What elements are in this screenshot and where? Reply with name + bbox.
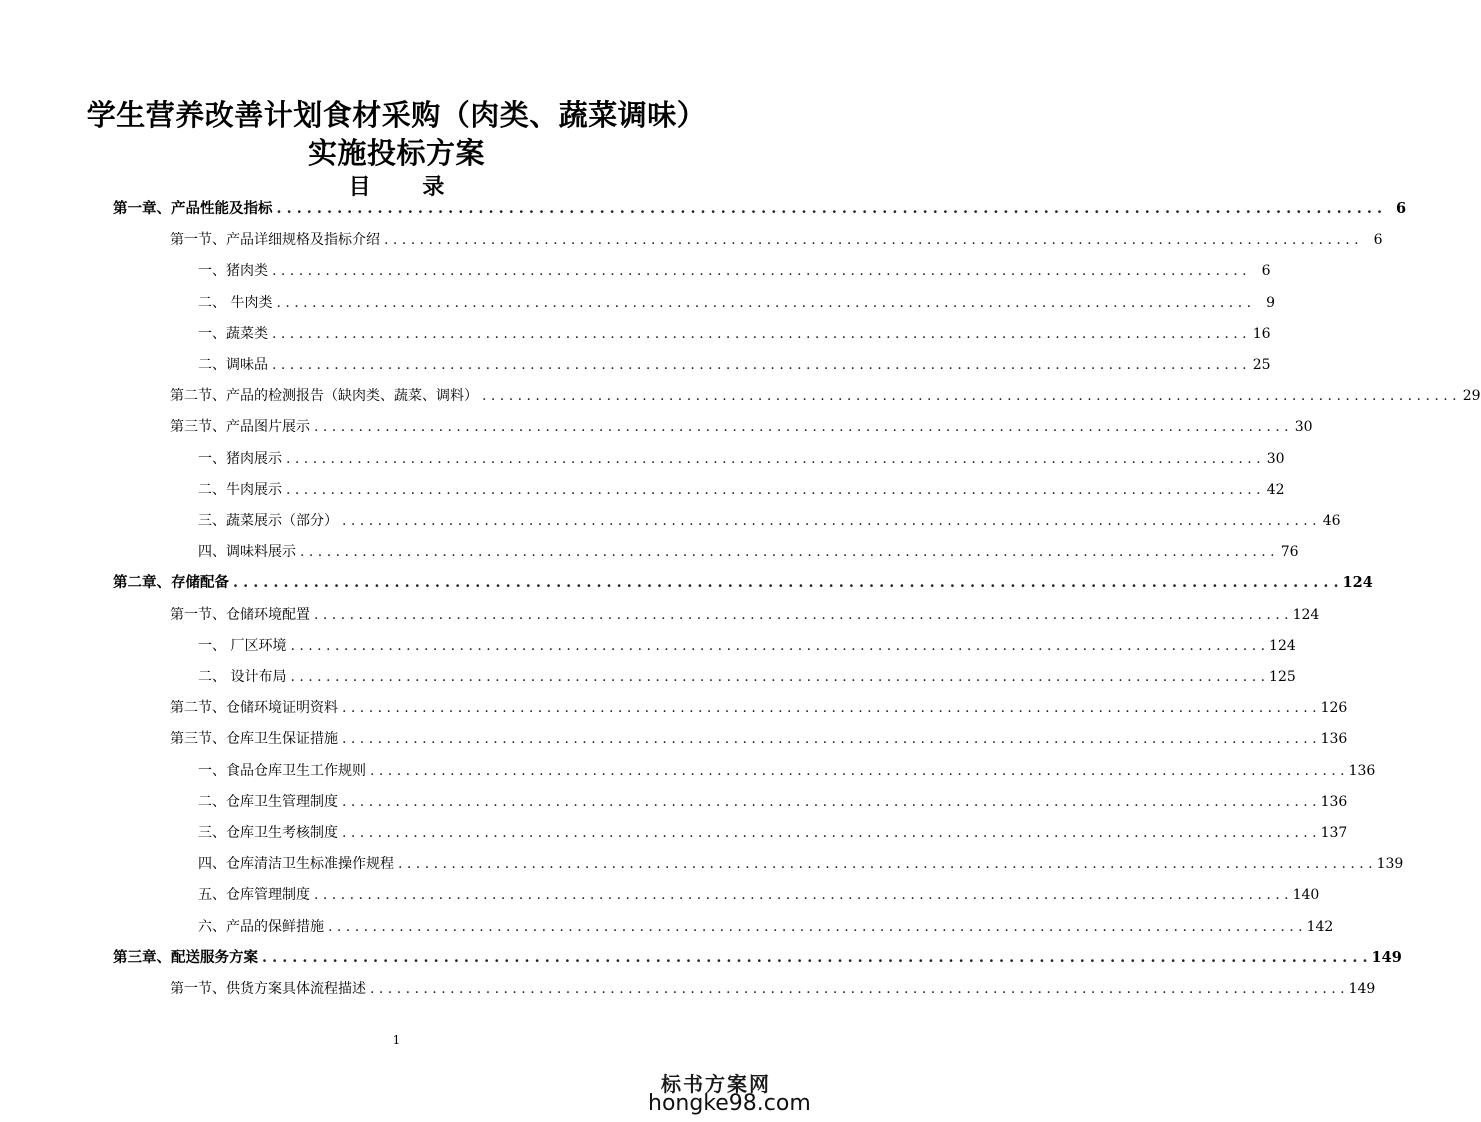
toc-subsection-entry[interactable]	[198, 761, 1376, 781]
toc-entry-label: 一、蔬菜类	[198, 326, 268, 342]
toc-entry-page: 126	[1320, 700, 1348, 716]
toc-dot-leader	[482, 386, 1457, 406]
toc-subsection-entry[interactable]	[198, 449, 1285, 469]
toc-entry-label: 第二节、仓储环境证明资料	[170, 700, 338, 716]
toc-entry-page: 139	[1376, 856, 1404, 872]
toc-entry-page: 140	[1292, 887, 1320, 903]
toc-subsection-entry[interactable]	[198, 355, 1271, 375]
toc-dot-leader	[342, 823, 1317, 843]
toc-entry-label: 二、仓库卫生管理制度	[198, 794, 338, 810]
toc-dot-leader	[277, 199, 1383, 219]
toc-entry-label: 第三章、配送服务方案	[113, 949, 258, 966]
toc-heading: 目 录	[348, 174, 467, 200]
toc-dot-leader	[276, 293, 1251, 313]
toc-dot-leader	[398, 854, 1373, 874]
toc-dot-leader	[314, 605, 1289, 625]
toc-dot-leader	[328, 917, 1303, 937]
toc-entry-label: 三、仓库卫生考核制度	[198, 825, 338, 841]
toc-entry-page: 124	[1269, 638, 1296, 654]
toc-entry-label: 一、猪肉类	[198, 263, 268, 279]
toc-entry-label: 第一节、供货方案具体流程描述	[170, 981, 366, 997]
toc-dot-leader	[233, 573, 1339, 593]
toc-subsection-entry[interactable]	[198, 261, 1271, 281]
toc-entry-page: 136	[1348, 763, 1376, 779]
toc-entry-label: 四、调味料展示	[198, 544, 296, 560]
toc-entry-label: 六、产品的保鲜措施	[198, 919, 324, 935]
toc-subsection-entry[interactable]	[198, 854, 1404, 874]
toc-entry-label: 第一节、仓储环境配置	[170, 607, 310, 623]
toc-entry-page: 124	[1342, 574, 1373, 591]
toc-subsection-entry[interactable]	[198, 885, 1320, 905]
toc-entry-label: 一、 厂区环境	[198, 638, 287, 654]
toc-entry-page: 30	[1266, 451, 1285, 467]
toc-entry-page: 136	[1320, 731, 1348, 747]
toc-section-entry[interactable]	[170, 698, 1348, 718]
toc-chapter-entry[interactable]	[113, 199, 1407, 219]
toc-subsection-entry[interactable]	[198, 823, 1348, 843]
document-title-line1: 学生营养改善计划食材采购（肉类、蔬菜调味）	[86, 98, 707, 132]
toc-dot-leader	[342, 729, 1317, 749]
toc-section-entry[interactable]	[170, 417, 1313, 437]
toc-subsection-entry[interactable]	[198, 792, 1348, 812]
toc-subsection-entry[interactable]	[198, 480, 1285, 500]
toc-entry-label: 三、蔬菜展示（部分）	[198, 513, 338, 529]
toc-entry-label: 四、仓库清洁卫生标准操作规程	[198, 856, 394, 872]
toc-dot-leader	[314, 417, 1289, 437]
toc-entry-page: 42	[1266, 482, 1285, 498]
toc-dot-leader	[286, 449, 1261, 469]
toc-entry-page: 6	[1373, 232, 1383, 248]
toc-section-entry[interactable]	[170, 386, 1481, 406]
toc-entry-page: 125	[1269, 669, 1296, 685]
toc-dot-leader	[342, 698, 1317, 718]
toc-dot-leader	[286, 480, 1261, 500]
toc-entry-page: 142	[1306, 919, 1334, 935]
toc-section-entry[interactable]	[170, 230, 1383, 250]
toc-dot-leader	[314, 885, 1289, 905]
toc-entry-label: 第一章、产品性能及指标	[113, 200, 273, 217]
toc-dot-leader	[370, 761, 1345, 781]
toc-entry-page: 6	[1261, 263, 1271, 279]
toc-subsection-entry[interactable]	[198, 636, 1296, 656]
toc-entry-label: 二、调味品	[198, 357, 268, 373]
toc-entry-page: 46	[1322, 513, 1341, 529]
toc-entry-label: 五、仓库管理制度	[198, 887, 310, 903]
toc-dot-leader	[342, 792, 1317, 812]
toc-dot-leader	[290, 636, 1265, 656]
toc-entry-label: 第二章、存储配备	[113, 574, 229, 591]
toc-entry-page: 76	[1280, 544, 1299, 560]
toc-dot-leader	[272, 355, 1247, 375]
toc-entry-label: 第三节、产品图片展示	[170, 419, 310, 435]
toc-subsection-entry[interactable]	[198, 542, 1299, 562]
toc-entry-page: 9	[1266, 295, 1276, 311]
toc-dot-leader	[272, 261, 1247, 281]
toc-dot-leader	[290, 667, 1265, 687]
toc-entry-page: 137	[1320, 825, 1348, 841]
toc-entry-page: 29	[1462, 388, 1481, 404]
watermark-url: hongke98.com	[648, 1091, 811, 1116]
toc-entry-page: 30	[1294, 419, 1313, 435]
toc-chapter-entry[interactable]	[113, 948, 1402, 968]
toc-entry-label: 一、猪肉展示	[198, 451, 282, 467]
watermark-logo-text: 标书方案网	[661, 1072, 771, 1096]
toc-entry-label: 二、 牛肉类	[198, 295, 273, 311]
toc-dot-leader	[300, 542, 1275, 562]
toc-entry-label: 第二节、产品的检测报告（缺肉类、蔬菜、调料）	[170, 388, 478, 404]
toc-entry-label: 一、食品仓库卫生工作规则	[198, 763, 366, 779]
toc-entry-page: 149	[1371, 949, 1402, 966]
toc-subsection-entry[interactable]	[198, 511, 1341, 531]
toc-entry-page: 6	[1395, 200, 1407, 217]
toc-entry-page: 16	[1252, 326, 1271, 342]
toc-subsection-entry[interactable]	[198, 293, 1276, 313]
toc-section-entry[interactable]	[170, 729, 1348, 749]
document-title-line2: 实施投标方案	[307, 136, 485, 170]
toc-section-entry[interactable]	[170, 605, 1320, 625]
toc-section-entry[interactable]	[170, 979, 1376, 999]
toc-subsection-entry[interactable]	[198, 917, 1334, 937]
toc-chapter-entry[interactable]	[113, 573, 1373, 593]
toc-entry-page: 124	[1292, 607, 1320, 623]
toc-entry-label: 第三节、仓库卫生保证措施	[170, 731, 338, 747]
toc-subsection-entry[interactable]	[198, 667, 1296, 687]
toc-entry-page: 136	[1320, 794, 1348, 810]
toc-entry-label: 二、牛肉展示	[198, 482, 282, 498]
toc-entry-label: 第一节、产品详细规格及指标介绍	[170, 232, 380, 248]
toc-entry-label: 二、 设计布局	[198, 669, 287, 685]
toc-dot-leader	[370, 979, 1345, 999]
toc-subsection-entry[interactable]	[198, 324, 1271, 344]
toc-dot-leader	[262, 948, 1368, 968]
toc-dot-leader	[272, 324, 1247, 344]
toc-dot-leader	[342, 511, 1317, 531]
toc-dot-leader	[384, 230, 1359, 250]
page-number: 1	[392, 1033, 401, 1047]
toc-entry-page: 25	[1252, 357, 1271, 373]
toc-entry-page: 149	[1348, 981, 1376, 997]
